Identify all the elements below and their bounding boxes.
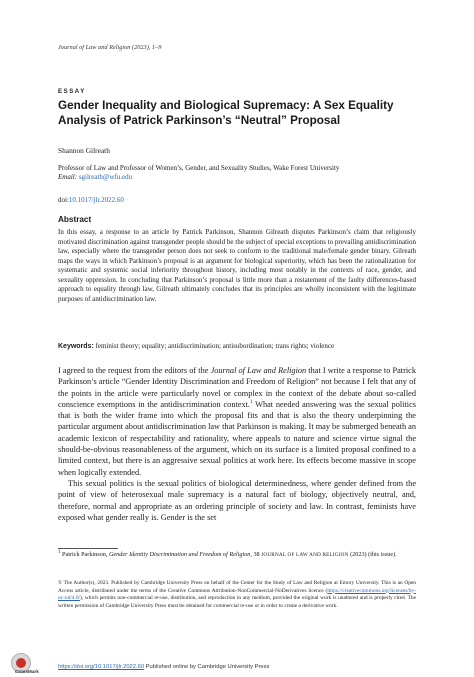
- body-p1-b: that I write a response to Patrick Parkinson’s article “Gender Identity Discrimination and Freedom of Religion” not because I felt that any of the points in the article were particularly novel or complex in the context of the debate about so-called conscience exemptions in the antidiscrimination context.: [58, 366, 416, 409]
- footnote-end: (2023) (this issue).: [348, 551, 397, 558]
- footnote-divider: [58, 548, 118, 549]
- crossmark-label: CrossMark: [15, 669, 39, 674]
- body-p1-a: I agreed to the request from the editors of the: [58, 366, 211, 375]
- footnote-number: 1: [58, 549, 61, 555]
- footnote: [58, 551, 416, 559]
- author-affiliation: [58, 164, 418, 182]
- copyright-notice: [58, 580, 416, 610]
- doi-label: doi:: [58, 196, 69, 204]
- copyright-text-a: © The Author(s), 2023. Published by Cambridge University Press on behalf of the Center for the Study of Law and Religion at Emory University. This is an Open Access article, distributed under the terms of the Creative Commons Attribution-NonCommercial-NoDerivatives licence (: [58, 580, 416, 594]
- footnote-journal: JOURNAL OF LAW AND RELIGION: [261, 552, 349, 558]
- abstract-heading: Abstract: [58, 215, 92, 224]
- footnote-author: Patrick Parkinson,: [62, 551, 109, 558]
- abstract-text: In this essay, a response to an article by Patrick Parkinson, Shannon Gilreath disputes Parkinson’s claim that religiously motivated discrimination against transgender people should be the subject of special exceptions to prevailing antidiscrimination law, especially where the transgender person does not seek to conform to the traditional male/female gender binary. Gilreath maps the ways in which Parkinson’s proposal is an argument for biological superiority, which has been the rationalization for systematic and systemic social inferiority throughout history, including most notably in the contexts of race, gender, and sexuality oppression. In concluding that Parkinson’s proposal is little more than a restatement of the faulty differences-based approach to equality through law, Gilreath ultimately concludes that its principles are wholly inconsistent with the legitimate purposes of antidiscrimination law.: [58, 228, 416, 303]
- doi-line: [58, 196, 124, 204]
- article-title: Gender Inequality and Biological Supremacy: A Sex Equality Analysis of Patrick Parkinson’s “Neutral” Proposal: [58, 99, 394, 127]
- email-link[interactable]: sgilreath@wfu.edu: [78, 173, 133, 182]
- journal-meta: (2023), 1–9: [132, 44, 162, 51]
- footer-line: [58, 664, 269, 670]
- keywords: [58, 342, 416, 352]
- doi-link[interactable]: 10.1017/jlr.2022.60: [68, 196, 124, 204]
- keywords-label: Keywords:: [58, 343, 94, 350]
- body-paragraph: This sexual politics is the sexual politics of biological determinedness, where gender defined from the point of view of heterosexual male supremacy is a natural fact of biology, objectively neutral, and, therefore, normal and appropriate as an ordering principle of society and law. In contrast, feminists have exposed what gender really is. Gender is the set: [58, 478, 416, 522]
- license-link[interactable]: https://creativecommons.org/licenses/by-nc-nd/4.0/: [58, 587, 416, 601]
- copyright-text-b: ), which permits non-commercial re-use, distribution, and reproduction in any medium, provided the original work is unaltered and is properly cited. The written permission of Cambridge University Press must be obtained for commercial re-use or in order to create a derivative work.: [58, 595, 416, 609]
- footnote-title: Gender Identity Discrimination and Freedom of Religion: [108, 551, 251, 558]
- affiliation-text: Professor of Law and Professor of Women’s, Gender, and Sexuality Studies, Wake Forest University: [58, 164, 340, 172]
- journal-name: Journal of Law and Religion: [58, 44, 131, 51]
- body-paragraph: [58, 365, 416, 478]
- article-body: [58, 365, 416, 523]
- article-kind: ESSAY: [58, 89, 86, 95]
- footnote-ref[interactable]: 1: [249, 400, 253, 406]
- body-p1-c: What needed answering was the sexual politics that is both the wider frame into which the proposal fits and that is also the theory underpinning the particular argument about antidiscrimination law that Parkinson is making. It may be submerged beneath an academic lexicon of respectability and rationality, where appeals to nature and science virtue signal the should-be-obvious reasonableness of the argument, which on its surface is a limited proposal confined to a limited context, but there is an aggressive sexual politics at work here. Its effects become massive in scope when logically extended.: [58, 399, 416, 477]
- footnote-cite: , 38: [250, 551, 262, 558]
- journal-header: [58, 44, 161, 51]
- keywords-text: feminist theory; equality; antidiscrimination; antisubordination; trans rights; violence: [95, 342, 335, 350]
- crossmark-badge[interactable]: [11, 653, 61, 675]
- footer-published: Published online by Cambridge University Press: [144, 664, 270, 670]
- body-p1-journal: Journal of Law and Religion: [210, 366, 307, 375]
- footer-doi-link[interactable]: https://doi.org/10.1017/jlr.2022.60: [58, 664, 145, 670]
- email-label: Email:: [58, 173, 78, 182]
- author-name: Shannon Gilreath: [58, 146, 110, 155]
- email-line: [58, 173, 418, 182]
